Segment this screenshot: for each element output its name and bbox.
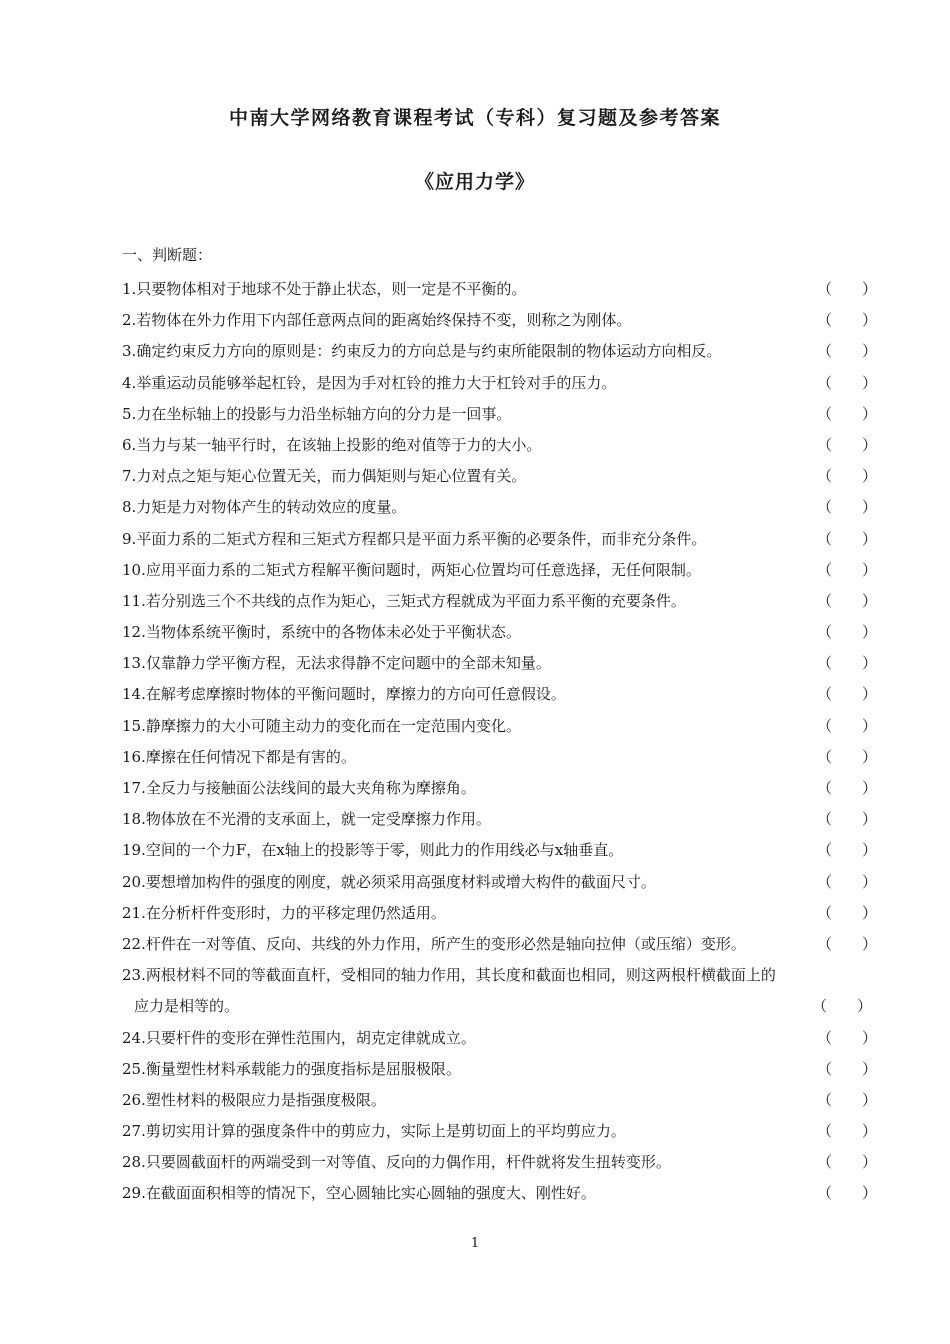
question-number: 22. bbox=[122, 934, 146, 953]
question-text: 静摩擦力的大小可随主动力的变化而在一定范围内变化。 bbox=[145, 716, 521, 735]
question-item bbox=[122, 1054, 878, 1085]
question-number: 19. bbox=[122, 841, 146, 860]
question-item bbox=[122, 679, 878, 710]
answer-blank: （ ） bbox=[817, 1028, 878, 1047]
answer-blank: （ ） bbox=[817, 311, 878, 330]
question-item bbox=[122, 555, 878, 586]
question-text: 两根材料不同的等截面直杆，受相同的轴力作用，其长度和截面也相同，则这两根杆横截面上的 bbox=[145, 966, 776, 985]
question-number: 29. bbox=[122, 1184, 146, 1203]
question-item bbox=[122, 1085, 878, 1116]
question-number: 15. bbox=[122, 716, 146, 735]
question-text: 力矩是力对物体产生的转动效应的度量。 bbox=[136, 498, 407, 517]
answer-blank: （ ） bbox=[817, 810, 878, 829]
question-item bbox=[122, 898, 878, 929]
page-number: 1 bbox=[470, 1236, 480, 1251]
question-number: 7. bbox=[122, 467, 137, 486]
question-number: 14. bbox=[122, 685, 146, 704]
question-item bbox=[122, 867, 878, 898]
question-item bbox=[122, 960, 873, 1022]
answer-blank: （ ） bbox=[817, 747, 878, 766]
question-text: 杆件在一对等值、反向、共线的外力作用，所产生的变形必然是轴向拉伸（或压缩）变形。 bbox=[145, 934, 746, 953]
question-item bbox=[122, 742, 878, 773]
question-text-continued: 应力是相等的。 bbox=[134, 997, 240, 1016]
answer-blank: （ ） bbox=[817, 467, 878, 486]
question-text: 力在坐标轴上的投影与力沿坐标轴方向的分力是一回事。 bbox=[136, 404, 512, 423]
answer-blank: （ ） bbox=[817, 404, 878, 423]
answer-blank: （ ） bbox=[817, 591, 878, 610]
question-number: 21. bbox=[122, 903, 146, 922]
answer-blank: （ ） bbox=[817, 1059, 878, 1078]
question-text: 当物体系统平衡时，系统中的各物体未必处于平衡状态。 bbox=[145, 623, 521, 642]
question-item bbox=[122, 430, 878, 461]
document-subtitle: 《应用力学》 bbox=[414, 171, 535, 193]
question-number: 1. bbox=[122, 280, 137, 298]
question-text: 力对点之矩与矩心位置无关，而力偶矩则与矩心位置有关。 bbox=[136, 467, 527, 486]
answer-blank: （ ） bbox=[817, 280, 878, 298]
question-text: 只要杆件的变形在弹性范围内，胡克定律就成立。 bbox=[145, 1028, 476, 1047]
answer-blank: （ ） bbox=[817, 934, 878, 953]
question-number: 8. bbox=[122, 498, 137, 517]
question-number: 6. bbox=[122, 435, 137, 454]
question-number: 5. bbox=[122, 404, 137, 423]
question-number: 17. bbox=[122, 779, 146, 797]
answer-blank: （ ） bbox=[817, 435, 878, 454]
question-number: 28. bbox=[122, 1153, 146, 1172]
question-number: 12. bbox=[122, 623, 146, 642]
question-text: 举重运动员能够举起杠铃，是因为手对杠铃的推力大于杠铃对手的压力。 bbox=[136, 373, 617, 392]
question-item bbox=[122, 399, 878, 430]
answer-blank: （ ） bbox=[817, 1122, 878, 1141]
question-item bbox=[122, 1116, 878, 1147]
question-item bbox=[122, 648, 878, 679]
question-text: 若分别选三个不共线的点作为矩心，三矩式方程就成为平面力系平衡的充要条件。 bbox=[145, 591, 686, 610]
question-item bbox=[122, 336, 878, 367]
question-text: 物体放在不光滑的支承面上，就一定受摩擦力作用。 bbox=[145, 810, 491, 829]
question-text: 剪切实用计算的强度条件中的剪应力，实际上是剪切面上的平均剪应力。 bbox=[145, 1122, 626, 1141]
question-item bbox=[122, 274, 878, 305]
question-text: 平面力系的二矩式方程和三矩式方程都只是平面力系平衡的必要条件，而非充分条件。 bbox=[136, 529, 707, 548]
question-item bbox=[122, 524, 878, 555]
question-text: 在解考虑摩擦时物体的平衡问题时，摩擦力的方向可任意假设。 bbox=[145, 685, 566, 704]
question-item bbox=[122, 461, 878, 492]
question-text: 要想增加构件的强度的刚度，就必须采用高强度材料或增大构件的截面尺寸。 bbox=[145, 872, 656, 891]
question-text: 衡量塑性材料承载能力的强度指标是屈服极限。 bbox=[145, 1059, 461, 1078]
answer-blank: （ ） bbox=[817, 1090, 878, 1109]
question-number: 10. bbox=[122, 560, 146, 579]
question-number: 18. bbox=[122, 810, 146, 829]
question-text: 摩擦在任何情况下都是有害的。 bbox=[145, 747, 356, 766]
question-text: 仅靠静力学平衡方程，无法求得静不定问题中的全部未知量。 bbox=[145, 654, 551, 673]
question-item bbox=[122, 1147, 878, 1178]
answer-blank: （ ） bbox=[817, 1184, 878, 1203]
question-item bbox=[122, 1023, 878, 1054]
document-title: 中南大学网络教育课程考试（专科）复习题及参考答案 bbox=[228, 107, 721, 129]
answer-blank: （ ） bbox=[817, 903, 878, 922]
answer-blank: （ ） bbox=[817, 654, 878, 673]
question-text: 应用平面力系的二矩式方程解平衡问题时，两矩心位置均可任意选择，无任何限制。 bbox=[145, 560, 701, 579]
question-number: 25. bbox=[122, 1059, 146, 1078]
answer-blank: （ ） bbox=[817, 872, 878, 891]
question-number: 9. bbox=[122, 529, 137, 548]
question-item bbox=[122, 929, 878, 960]
question-text: 确定约束反力方向的原则是：约束反力的方向总是与约束所能限制的物体运动方向相反。 bbox=[136, 342, 722, 361]
answer-blank: （ ） bbox=[817, 529, 878, 548]
answer-blank: （ ） bbox=[817, 685, 878, 704]
question-item bbox=[122, 835, 878, 866]
question-item bbox=[122, 305, 878, 336]
answer-blank: （ ） bbox=[817, 342, 878, 361]
answer-blank: （ ） bbox=[812, 997, 873, 1016]
question-item bbox=[122, 492, 878, 523]
answer-blank: （ ） bbox=[817, 841, 878, 860]
question-item bbox=[122, 1178, 878, 1209]
question-text: 空间的一个力F，在x轴上的投影等于零，则此力的作用线必与x轴垂直。 bbox=[145, 841, 624, 860]
question-text: 在截面面积相等的情况下，空心圆轴比实心圆轴的强度大、刚性好。 bbox=[145, 1184, 596, 1203]
question-number: 4. bbox=[122, 373, 137, 392]
question-number: 27. bbox=[122, 1122, 146, 1141]
answer-blank: （ ） bbox=[817, 716, 878, 735]
answer-blank: （ ） bbox=[817, 560, 878, 579]
question-number: 11. bbox=[122, 591, 146, 610]
answer-blank: （ ） bbox=[817, 623, 878, 642]
question-number: 24. bbox=[122, 1028, 146, 1047]
answer-blank: （ ） bbox=[817, 779, 878, 797]
section-heading: 一、判断题： bbox=[122, 246, 213, 264]
question-item bbox=[122, 773, 878, 804]
answer-blank: （ ） bbox=[817, 498, 878, 517]
answer-blank: （ ） bbox=[817, 1153, 878, 1172]
question-number: 3. bbox=[122, 342, 137, 361]
question-number: 13. bbox=[122, 654, 146, 673]
question-number: 20. bbox=[122, 872, 146, 891]
question-text: 当力与某一轴平行时，在该轴上投影的绝对值等于力的大小。 bbox=[136, 435, 542, 454]
question-item bbox=[122, 804, 878, 835]
question-text: 只要圆截面杆的两端受到一对等值、反向的力偶作用，杆件就将发生扭转变形。 bbox=[145, 1153, 671, 1172]
answer-blank: （ ） bbox=[817, 373, 878, 392]
question-number: 16. bbox=[122, 747, 146, 766]
question-item bbox=[122, 586, 878, 617]
question-number: 23. bbox=[122, 966, 146, 985]
question-list bbox=[122, 274, 878, 1210]
question-text: 塑性材料的极限应力是指强度极限。 bbox=[145, 1090, 386, 1109]
question-item bbox=[122, 368, 878, 399]
question-text: 在分析杆件变形时，力的平移定理仍然适用。 bbox=[145, 903, 446, 922]
question-text: 全反力与接触面公法线间的最大夹角称为摩擦角。 bbox=[145, 779, 476, 797]
question-number: 26. bbox=[122, 1090, 146, 1109]
question-number: 2. bbox=[122, 311, 137, 330]
question-text: 只要物体相对于地球不处于静止状态，则一定是不平衡的。 bbox=[136, 280, 527, 298]
question-text: 若物体在外力作用下内部任意两点间的距离始终保持不变，则称之为刚体。 bbox=[136, 311, 632, 330]
question-item bbox=[122, 711, 878, 742]
question-item bbox=[122, 617, 878, 648]
